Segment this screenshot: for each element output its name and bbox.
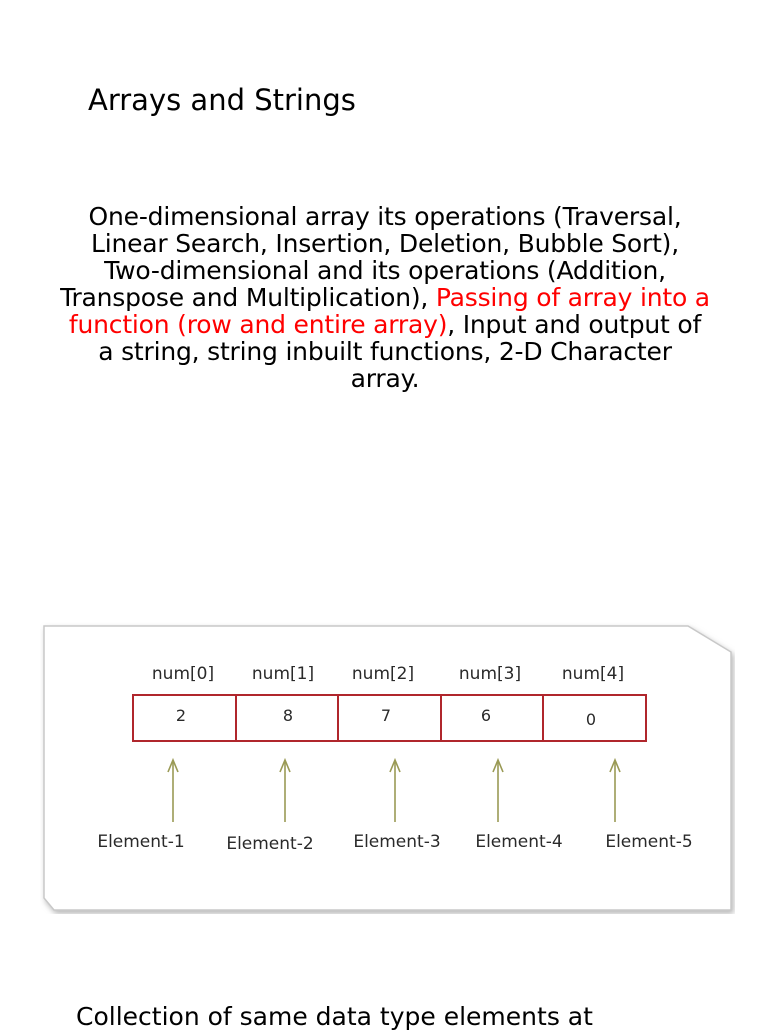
index-label: num[2]: [351, 664, 415, 684]
array-cell: [442, 696, 545, 740]
element-label: Element-2: [226, 834, 314, 854]
cell-value: 8: [282, 706, 294, 725]
index-label: num[3]: [458, 664, 522, 684]
cell-value: 6: [480, 706, 492, 725]
cell-value: 7: [380, 706, 392, 725]
slide-title: Arrays and Strings: [88, 83, 356, 117]
index-label: num[1]: [251, 664, 315, 684]
index-label: num[4]: [561, 664, 625, 684]
array-diagram: [40, 622, 735, 914]
syllabus-highlight: Passing of array into a function (row and entire array): [68, 283, 710, 339]
element-label: Element-4: [475, 832, 563, 852]
element-label: Element-3: [353, 832, 441, 852]
syllabus-part-1: One-dimensional array its operations (Traversal, Linear Search, Insertion, Deletion, Bubble Sort), Two-dimensional and its operations (Addition, Transpose and Multiplication),: [60, 202, 682, 312]
index-label: num[0]: [151, 664, 215, 684]
cell-value: 2: [175, 706, 187, 725]
syllabus-part-2: , Input and output of a string, string inbuilt functions, 2-D Character array.: [98, 310, 702, 393]
syllabus-text: [60, 203, 710, 392]
element-label: Element-5: [605, 832, 693, 852]
element-label: Element-1: [97, 832, 185, 852]
cell-value: 0: [585, 710, 597, 729]
footer-text: Collection of same data type elements at: [76, 1002, 593, 1031]
